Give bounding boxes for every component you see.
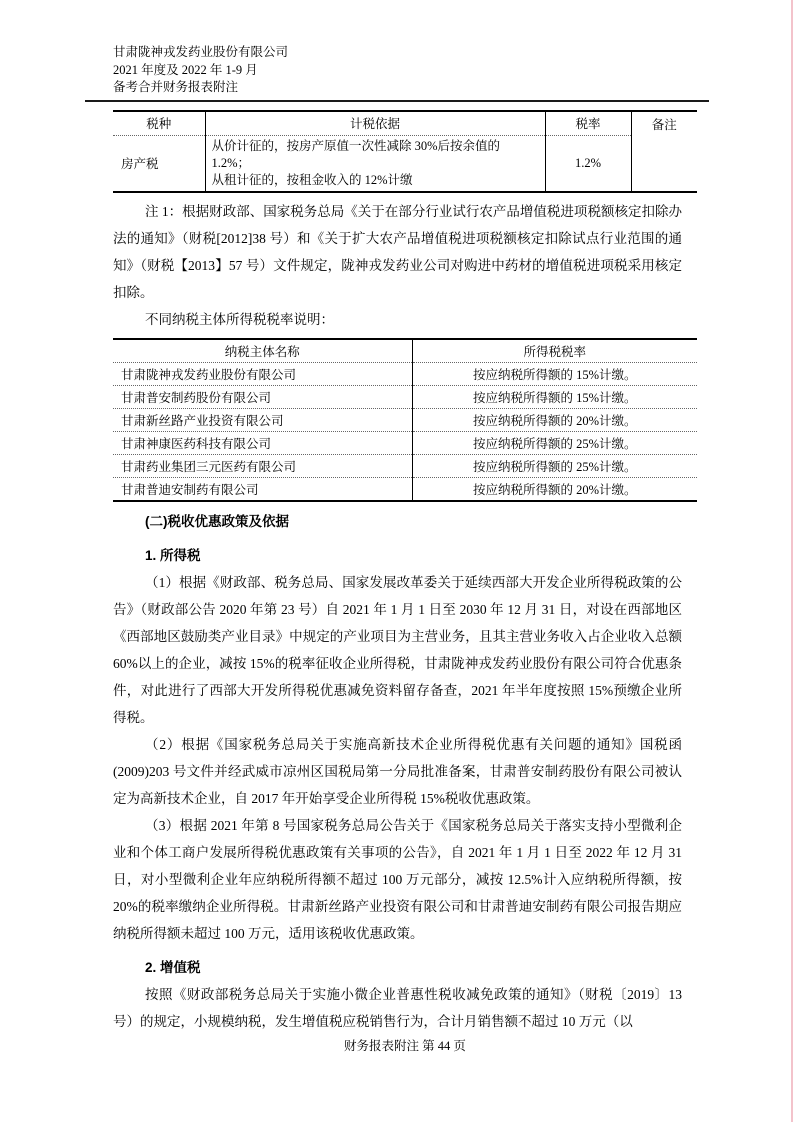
entity-income-tax-table <box>113 338 697 502</box>
vat-paragraph: 按照《财政部税务总局关于实施小微企业普惠性税收减免政策的通知》（财税〔2019〕13 号）的规定，小规模纳税，发生增值税应税销售行为，合计月销售额不超过 10 万元（以 <box>113 986 682 1029</box>
table-row <box>113 135 697 192</box>
table-row <box>113 386 697 409</box>
entity-name-cell: 甘肃药业集团三元医药有限公司 <box>113 455 412 478</box>
income-tax-paragraph-1: （1）根据《财政部、税务总局、国家发展改革委关于延续西部大开发企业所得税政策的公告》（财政部公告 2020 年第 23 号）自 2021 年 1 月 1 日至 2030 年 12 月 31 日，对设在西部地区《西部地区鼓励类产业目录》中规定的产业项目为主营业务，且其主营业务收入占企业收入总额 60%以上的企业，减按 15%的税率征收企业所得税，甘肃陇神戎发药业股份有限公司符合优惠条件，对此进行了西部大开发所得税优惠减免资料留存备查，2021 年半年度按照 15%预缴企业所得税。 <box>113 574 682 725</box>
table-header-row <box>113 339 697 363</box>
column-header-income-tax-rate: 所得税税率 <box>412 339 697 363</box>
entity-rate-cell: 按应纳税所得额的 20%计缴。 <box>412 409 697 432</box>
column-header-tax-type: 税种 <box>113 111 205 135</box>
tax-basis-line2: 从租计征的，按租金收入的 12%计缴 <box>211 172 413 187</box>
header-divider-line <box>85 100 709 102</box>
entity-rate-cell: 按应纳税所得额的 25%计缴。 <box>412 432 697 455</box>
column-header-tax-basis: 计税依据 <box>205 111 545 135</box>
entity-name-cell: 甘肃神康医药科技有限公司 <box>113 432 412 455</box>
entity-name-cell: 甘肃新丝路产业投资有限公司 <box>113 409 412 432</box>
column-header-remark: 备注 <box>631 111 697 192</box>
header-doc-title: 备考合并财务报表附注 <box>113 80 239 94</box>
entity-table-intro: 不同纳税主体所得税税率说明： <box>145 311 334 327</box>
header-report-period: 2021 年度及 2022 年 1-9 月 <box>113 62 258 77</box>
column-header-entity-name: 纳税主体名称 <box>113 339 412 363</box>
table-row <box>113 478 697 501</box>
tax-rate-cell: 1.2% <box>545 135 631 192</box>
doc-header <box>113 44 288 97</box>
tax-basis-table <box>113 110 697 193</box>
tax-basis-line1: 从价计征的，按房产原值一次性减除 30%后按余值的 1.2%； <box>211 138 501 170</box>
table-header-row <box>113 111 697 135</box>
table-row <box>113 455 697 478</box>
table-row <box>113 432 697 455</box>
table-row <box>113 409 697 432</box>
entity-name-cell: 甘肃陇神戎发药业股份有限公司 <box>113 363 412 386</box>
entity-name-cell: 甘肃普迪安制药有限公司 <box>121 482 259 497</box>
entity-rate-cell: 按应纳税所得额的 20%计缴。 <box>412 478 697 501</box>
page-content <box>113 110 697 1035</box>
table-row <box>113 363 697 386</box>
header-company-name: 甘肃陇神戎发药业股份有限公司 <box>113 45 289 59</box>
entity-rate-cell: 按应纳税所得额的 25%计缴。 <box>412 455 697 478</box>
income-tax-paragraph-3: （3）根据 2021 年第 8 号国家税务总局公告关于《国家税务总局关于落实支持小型微利企业和个体工商户发展所得税优惠政策有关事项的公告》，自 2021 年 1 月 1 日至 2022 年 12 月 31 日，对小型微利企业年应纳税所得额不超过 100 万元部分，减按 12.5%计入应纳税所得额，按 20%的税率缴纳企业所得税。甘肃新丝路产业投资有限公司和甘肃普迪安制药有限公司报告期应纳税所得额未超过 100 万元，适用该税收优惠政策。 <box>113 817 682 941</box>
note1-paragraph: 注 1：根据财政部、国家税务总局《关于在部分行业试行农产品增值税进项税额核定扣除办法的通知》（财税[2012]38 号）和《关于扩大农产品增值税进项税额核定扣除试点行业范围的通知》（财税【2013】57 号）文件规定，陇神戎发药业公司对购进中药材的增值税进项税采用核定扣除。 <box>113 203 682 300</box>
entity-name-cell: 甘肃普安制药股份有限公司 <box>113 386 412 409</box>
page-footer: 财务报表附注 第 44 页 <box>344 1039 466 1053</box>
income-tax-paragraph-2: （2）根据《国家税务总局关于实施高新技术企业所得税优惠有关问题的通知》国税函(2009)203 号文件并经武威市凉州区国税局第一分局批准备案，甘肃普安制药股份有限公司被认定为高新技术企业，自 2017 年开始享受企业所得税 15%税收优惠政策。 <box>113 736 682 806</box>
tax-basis-cell <box>205 135 545 192</box>
tax-type-cell: 房产税 <box>121 157 159 171</box>
subsection-heading-income-tax: 1. 所得税 <box>145 547 201 563</box>
column-header-tax-rate: 税率 <box>545 111 631 135</box>
entity-rate-cell: 按应纳税所得额的 15%计缴。 <box>412 363 697 386</box>
entity-rate-cell: 按应纳税所得额的 15%计缴。 <box>412 386 697 409</box>
subsection-heading-vat: 2. 增值税 <box>145 959 201 975</box>
section-heading-tax-incentives: (二)税收优惠政策及依据 <box>145 513 289 529</box>
